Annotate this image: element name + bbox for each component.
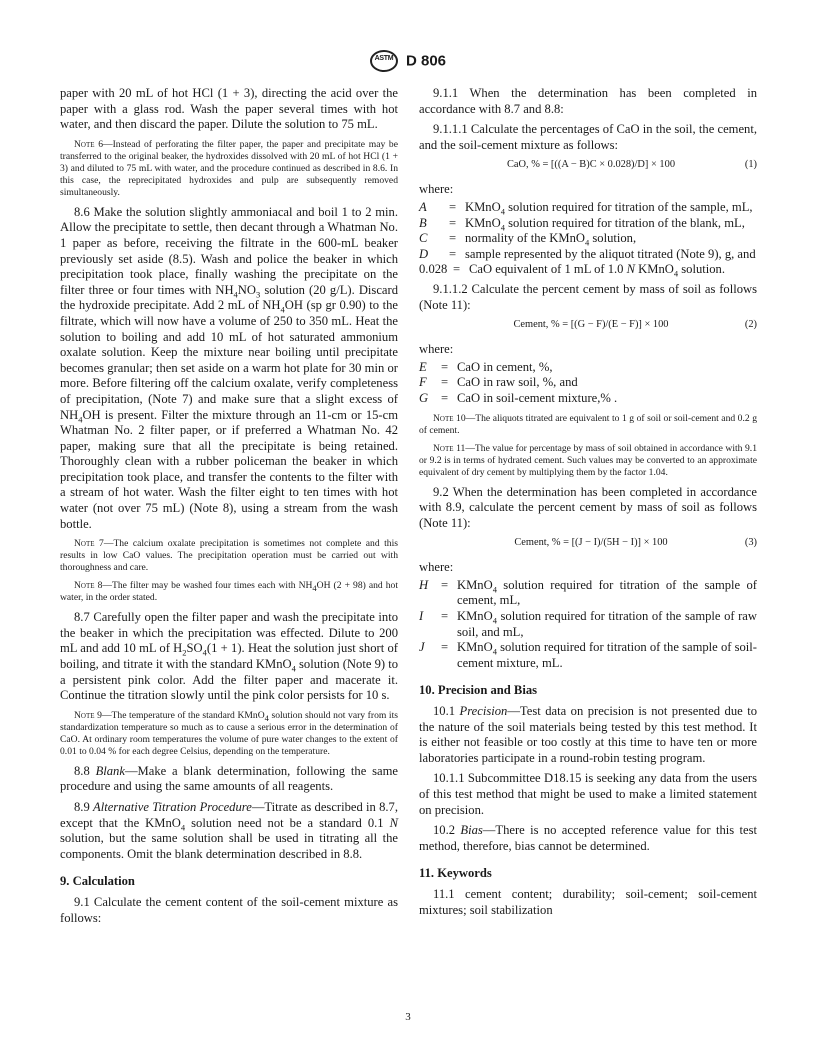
definition-row: J = KMnO$_4$ solution required for titration of the sample of soil-cement mixture, mL. — [419, 640, 757, 670]
definitions-3 — [419, 578, 757, 672]
definition-row: D = sample represented by the aliquot titrated (Note 9), g, and — [419, 246, 756, 261]
paragraph-9-1: 9.1 Calculate the cement content of the soil-cement mixture as follows: — [60, 894, 398, 925]
equation-3-expression: Cement, % = [(J − I)/(5H − I)] × 100 — [514, 537, 668, 549]
where-label-1: where: — [419, 182, 454, 197]
note-7: Note 7—The calcium oxalate precipitation is sometimes not complete and this results in low CaO values. The precipitation operation must be carried out with thoroughness and care. — [60, 538, 398, 574]
right-column — [419, 86, 757, 923]
standard-designation: D 806 — [405, 52, 447, 70]
paragraph-9-1-1-2: 9.1.1.2 Calculate the percent cement by mass of soil as follows (Note 11): — [419, 281, 757, 312]
note-11: Note 11—The value for percentage by mass of soil obtained in accordance with 9.1 or 9.2 is in terms of hydrated cement. Such values may be converted to an approximate equivalent of dry cement by multiplying them by the factor 1.04. — [419, 442, 758, 478]
section-heading-10: 10. Precision and Bias — [419, 683, 538, 698]
where-label-2: where: — [419, 342, 454, 357]
equation-1-expression: CaO, % = [((A − B)C × 0.028)/D] × 100 — [506, 159, 676, 171]
equation-2-expression: Cement, % = [(G − F)/(E − F)] × 100 — [513, 319, 669, 331]
definition-row: C = normality of the KMnO$_4$ solution, — [419, 231, 637, 248]
left-column — [60, 86, 398, 931]
note-8: Note 8—The filter may be washed four times each with $NH_4OH$ (2 + 98) and hot water, in the order stated. — [60, 580, 398, 604]
definition-row: G = CaO in soil-cement mixture,% . — [419, 390, 618, 405]
definition-row: H = KMnO$_4$ solution required for titration of the sample of cement, mL, — [419, 577, 757, 608]
equation-3 — [419, 536, 757, 550]
paragraph-9-2: 9.2 When the determination has been completed in accordance with 8.9, calculate the percent cement by mass of soil as follows (Note 11): — [419, 484, 757, 530]
where-label-3: where: — [419, 560, 454, 575]
section-heading-9: 9. Calculation — [60, 874, 135, 889]
paragraph-10-1-1: 10.1.1 Subcommittee D18.15 is seeking any data from the users of this test method that might be used to make a limited statement on precision. — [419, 771, 757, 817]
definitions-1 — [419, 200, 757, 278]
definition-row: B = KMnO$_4$ solution required for titration of the blank, mL, — [419, 215, 745, 233]
equation-1 — [419, 158, 757, 172]
page-header — [0, 50, 816, 72]
definition-row: F = CaO in raw soil, %, and — [419, 375, 578, 390]
paragraph-8-7: 8.7 Carefully open the filter paper and wash the precipitate into the beaker in which the precipitation was effected. Dilute to 200 mL and add 10 mL of $H_2SO_4(1 + 1)$. Heat the solution just short of boiling, and titrate it with the standard KMnO$_4$ solution (Note 9) to a persistent pink color. Add the filter paper and macerate it. Continue the titration slowly until the pink color persists for 10 s. — [60, 610, 399, 703]
equation-2 — [419, 318, 757, 332]
note-9: Note 9—The temperature of the standard KMnO$_4$ solution should not vary from its standardization temperature so much as to cause a serious error in the determination of CaO. At ordinary room temperatures the volume of pure water changes to the extent of 0.01 to 0.04 % for each degree Celsius, depending on the temperature. — [60, 709, 398, 757]
definition-row: A = KMnO$_4$ solution required for titration of the sample, mL, — [419, 199, 753, 217]
equation-2-number: (2) — [744, 319, 757, 331]
section-heading-11: 11. Keywords — [419, 866, 492, 881]
paragraph-9-1-1: 9.1.1 When the determination has been completed in accordance with 8.7 and 8.8: — [419, 86, 757, 116]
paragraph-10-1: 10.1 Precision—Test data on precision is not presented due to the nature of the soil materials being tested by this test method. It is either not feasible or too costly at this time to have ten or more laboratories participate in a round-robin testing program. — [419, 704, 757, 765]
paragraph-9-1-1-1: 9.1.1.1 Calculate the percentages of CaO in the soil, the cement, and the soil-cement mixture as follows: — [419, 122, 757, 152]
note-6: Note 6—Instead of perforating the filter paper, the paper and precipitate may be transferred to the original beaker, the hydroxides dissolved with 20 mL of hot HCl (1 + 3) and diluted to 75 mL with water, and the procedure continued as described in 8.6. In this case, the reprecipitated hydroxides and pulp are subsequently removed simultaneously. — [60, 138, 398, 198]
definitions-2 — [419, 360, 757, 407]
definition-row: I = KMnO$_4$ solution required for titration of the sample of raw soil, and mL, — [419, 609, 757, 639]
note-10: Note 10—The aliquots titrated are equivalent to 1 g of soil or soil-cement and 0.2 g of cement. — [419, 412, 757, 436]
page-number: 3 — [405, 1011, 411, 1023]
paragraph-8-5-continued: paper with 20 mL of hot HCl (1 + 3), directing the acid over the paper with a glass rod. Wash the paper several times with hot water, and then discard the paper. Dilute the solution to 75 mL. — [60, 86, 398, 132]
equation-3-number: (3) — [744, 537, 757, 549]
astm-logo-icon: ASTM — [370, 50, 398, 72]
definition-row-0028: 0.028 = CaO equivalent of 1 mL of 1.0 N KMnO$_4$ solution. — [419, 262, 726, 279]
paragraph-8-6: 8.6 Make the solution slightly ammoniacal and boil 1 to 2 min. Allow the precipitate to settle, then decant through a Whatman No. 1 paper as before, receiving the filtrate in the 600-mL beaker previously set aside (8.5). Wash and police the beaker in which precipitation took place, finally washing the precipitate on the filter three or four times with $NH_4NO_3$ solution (20 g/L). Discard the hydroxide precipitate. Add 2 mL of $NH_4OH$ (sp gr 0.90) to the filtrate, which will now have a volume of 250 to 350 mL. Heat the solution to boiling and add 10 mL of hot saturated ammonium oxalate solution. Keep the mixture near boiling until precipitate becomes granular; then set aside on a warm hot plate for 30 min or more. Before filtering off the calcium oxalate, verify completeness of precipitation, (Note 7) and make sure that a slight excess of $NH_4OH$ is present. Filter the mixture through an 11-cm or 15-cm Whatman No. 2 filter paper, or if preferred a Whatman No. 42 paper, making sure that all the precipitate is being retained. Thoroughly clean with a rubber policeman the beaker in which precipitation took place, and transfer the contents to the filter with a stream of hot water. Wash the filter eight to ten times with hot water (not over 75 mL) (Note 8), using a stream from the wash bottle. — [60, 204, 398, 531]
equation-1-number: (1) — [744, 159, 757, 171]
paragraph-10-2: 10.2 Bias—There is no accepted reference value for this test method, therefore, bias cannot be determined. — [419, 823, 757, 853]
paragraph-11-1: 11.1 cement content; durability; soil-cement; soil-cement mixtures; soil stabilization — [419, 886, 757, 917]
paragraph-8-8: 8.8 Blank—Make a blank determination, following the same procedure and using the same amounts of all reagents. — [60, 763, 398, 794]
definition-row: E = CaO in cement, %, — [419, 359, 553, 374]
paragraph-8-9: 8.9 Alternative Titration Procedure—Titrate as described in 8.7, except that the KMnO$_4$ solution need not be a standard 0.1 N solution, but the same solution shall be used in titrating all the components. Omit the blank determination described in 8.8. — [60, 800, 398, 861]
